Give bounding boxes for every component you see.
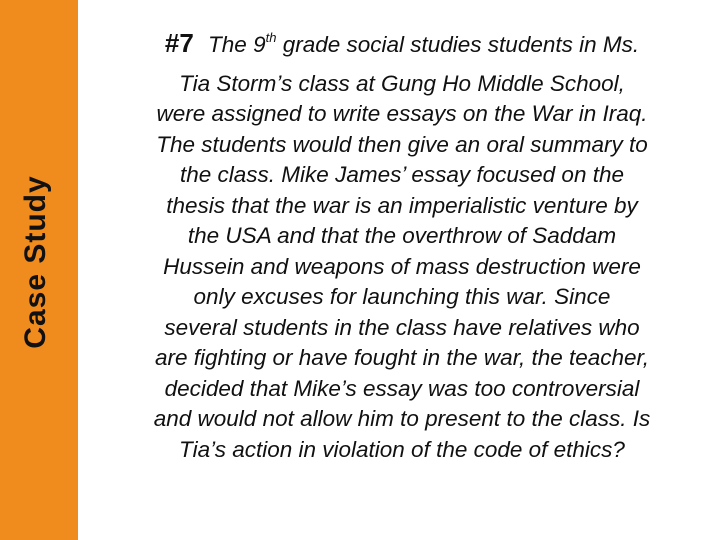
case-line-1-end: grade social studies students in Ms. — [276, 32, 640, 57]
case-line: the class. Mike James’ essay focused on the — [180, 162, 624, 187]
case-line: Hussein and weapons of mass destruction were — [163, 253, 641, 279]
case-line: Tia Storm’s class at Gung Ho Middle School, — [179, 70, 625, 96]
sidebar-title: Case Study — [19, 175, 52, 349]
case-line: only excuses for launching this war. Since — [193, 284, 611, 309]
case-line-1-start: The 9 — [208, 32, 266, 57]
case-number: #7 — [164, 28, 194, 58]
case-line: were assigned to write essays on the War in Iraq. — [156, 101, 648, 126]
ordinal-suffix: th — [265, 29, 277, 45]
case-first-line — [86, 28, 718, 61]
case-line: several students in the class have relatives who — [164, 314, 640, 340]
case-line: decided that Mike’s essay was too controversial — [164, 375, 640, 401]
case-line: thesis that the war is an imperialistic venture by — [166, 192, 638, 218]
case-line: are fighting or have fought in the war, the teacher, — [154, 345, 650, 370]
sidebar-band — [0, 0, 78, 540]
case-line: the USA and that the overthrow of Saddam — [187, 223, 617, 248]
case-study-text — [86, 28, 718, 465]
case-line: The students would then give an oral summary to — [156, 131, 648, 157]
case-line: and would not allow him to present to the class. Is — [153, 406, 651, 431]
case-line: Tia’s action in violation of the code of ethics? — [179, 436, 625, 462]
